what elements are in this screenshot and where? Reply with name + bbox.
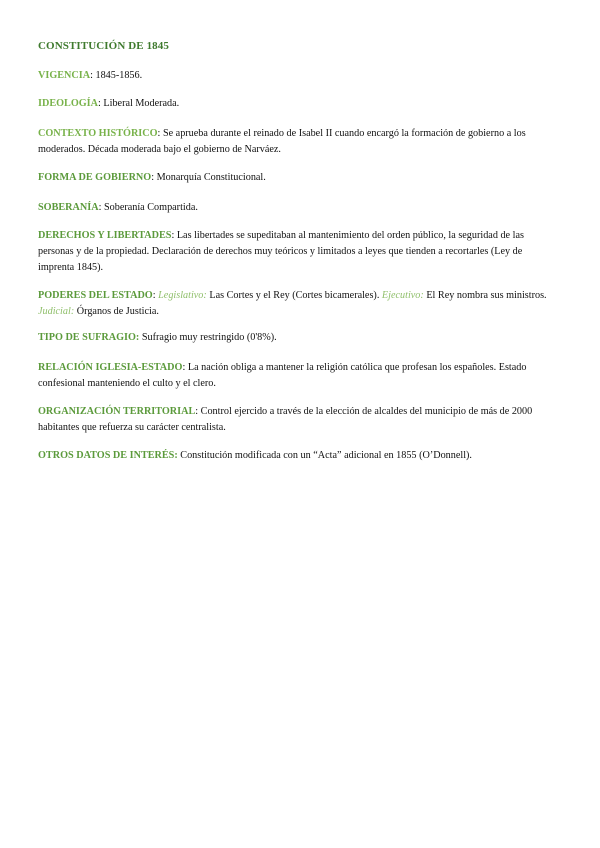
- organizacion-section: [38, 404, 556, 436]
- legislativo-text: Las Cortes y el Rey (Cortes bicamerales).: [206, 290, 380, 301]
- soberania-label: SOBERANÍA: [38, 202, 99, 213]
- vigencia-label: VIGENCIA: [38, 70, 91, 81]
- derechos-label: DERECHOS Y LIBERTADES: [38, 230, 172, 241]
- derechos-sep: :: [171, 230, 175, 241]
- document-title: CONSTITUCIÓN DE 1845: [38, 40, 169, 52]
- organizacion-sep: :: [195, 406, 199, 417]
- derechos-text: Las libertades se supeditaban al mantenimiento del orden público, la seguridad de las personas y de la propiedad. Declaración de derechos muy teóricos y limitados a leyes que tienden a recortarles (Ley de imprenta 1845).: [38, 230, 524, 273]
- ideologia-label: IDEOLOGÍA: [38, 98, 99, 109]
- sufragio-label: TIPO DE SUFRAGIO:: [38, 332, 140, 343]
- vigencia-sep: :: [90, 70, 93, 81]
- poderes-section: [38, 288, 556, 320]
- contexto-section: [38, 126, 556, 158]
- organizacion-label: ORGANIZACIÓN TERRITORIAL: [38, 406, 196, 417]
- forma-section: [38, 170, 556, 186]
- ideologia-sep: :: [98, 98, 101, 109]
- judicial-text: Órganos de Justicia.: [74, 306, 159, 317]
- contexto-text: Se aprueba durante el reinado de Isabel II cuando encargó la formación de gobierno a los moderados. Década moderada bajo el gobierno de Narváez.: [38, 128, 526, 155]
- forma-text: Monarquía Constitucional.: [154, 172, 266, 183]
- soberania-sep: :: [98, 202, 102, 213]
- iglesia-text: La nación obliga a mantener la religión católica que profesan los españoles. Estado confesional manteniendo el culto y el clero.: [38, 362, 527, 389]
- otros-section: [38, 448, 556, 464]
- forma-label: FORMA DE GOBIERNO: [38, 172, 152, 183]
- forma-sep: :: [151, 172, 155, 183]
- contexto-sep: :: [157, 128, 161, 139]
- otros-text: Constitución modificada con un “Acta” adicional en 1855 (O’Donnell).: [177, 450, 472, 461]
- vigencia-section: [38, 68, 556, 84]
- iglesia-section: [38, 360, 556, 392]
- iglesia-sep: :: [182, 362, 186, 373]
- ideologia-text: Liberal Moderada.: [100, 98, 180, 109]
- legislativo-label: Legislativo:: [155, 290, 207, 301]
- ejecutivo-label: Ejecutivo:: [379, 290, 424, 301]
- sufragio-text: Sufragio muy restringido (0'8%).: [139, 332, 277, 343]
- iglesia-label: RELACIÓN IGLESIA-ESTADO: [38, 362, 183, 373]
- organizacion-text: Control ejercido a través de la elección de alcaldes del municipio de más de 2000 habitantes que refuerza su carácter centralista.: [38, 406, 533, 433]
- ejecutivo-text: El Rey nombra sus ministros.: [423, 290, 547, 301]
- otros-label: OTROS DATOS DE INTERÉS:: [38, 450, 178, 461]
- poderes-sep: :: [152, 290, 156, 301]
- judicial-label: Judicial:: [38, 306, 75, 317]
- sufragio-section: [38, 330, 556, 346]
- soberania-text: Soberanía Compartida.: [101, 202, 198, 213]
- poderes-label: PODERES DEL ESTADO: [38, 290, 153, 301]
- ideologia-section: [38, 96, 556, 112]
- contexto-label: CONTEXTO HISTÓRICO: [38, 128, 158, 139]
- soberania-section: [38, 200, 556, 216]
- derechos-section: [38, 228, 556, 276]
- vigencia-text: 1845-1856.: [92, 70, 143, 81]
